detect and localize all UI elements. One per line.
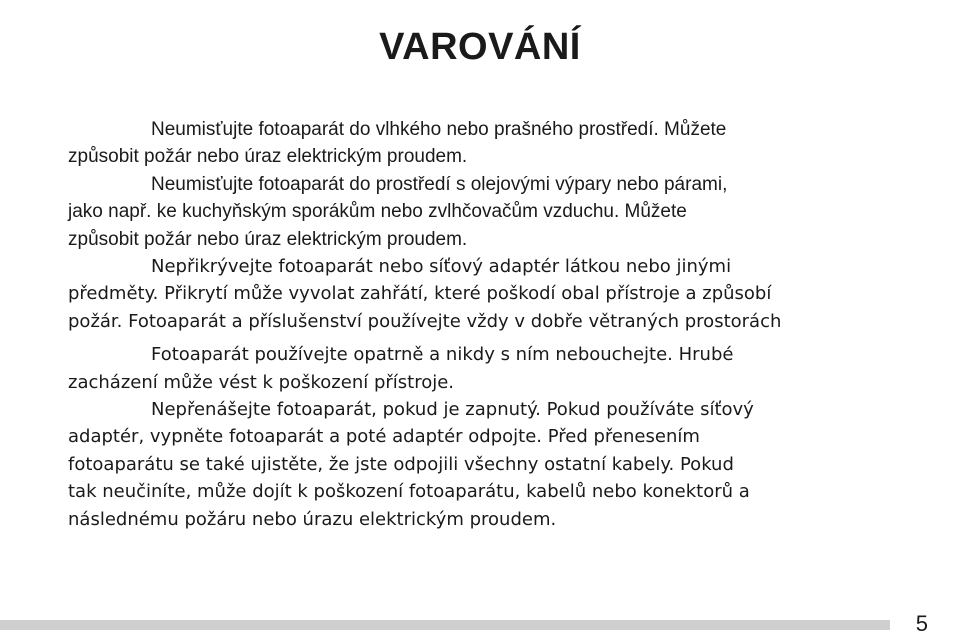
warning-text-body	[68, 116, 898, 533]
warning-paragraph-handling	[68, 341, 898, 396]
text-line: adaptér, vypněte fotoaparát a poté adaptér odpojte. Před přenesením	[68, 426, 700, 448]
text-line: fotoaparátu se také ujistěte, že jste odpojili všechny ostatní kabely. Pokud	[68, 453, 734, 475]
footer-bar	[0, 620, 890, 630]
text-line: Nepřenášejte fotoaparát, pokud je zapnutý. Pokud používáte síťový	[151, 399, 754, 421]
page-number: 5	[915, 611, 928, 636]
text-line: zacházení může vést k poškození přístroje.	[68, 371, 455, 393]
text-line: Nepřikrývejte fotoaparát nebo síťový adaptér látkou nebo jinými	[151, 256, 732, 278]
text-line: Fotoaparát používejte opatrně a nikdy s ním nebouchejte. Hrubé	[151, 344, 734, 366]
warning-paragraph-covering	[68, 253, 898, 335]
text-line: Neumisťujte fotoaparát do prostředí s olejovými výpary nebo párami,	[151, 173, 728, 195]
text-line: Neumisťujte fotoaparát do vlhkého nebo prašného prostředí. Můžete	[151, 119, 727, 140]
text-line: následnému požáru nebo úrazu elektrickým proudem.	[68, 508, 557, 530]
text-line: tak neučiníte, může dojít k poškození fotoaparátu, kabelů nebo konektorů a	[68, 481, 750, 503]
warning-paragraph-humidity	[68, 116, 898, 171]
text-line: způsobit požár nebo úraz elektrickým proudem.	[68, 146, 468, 168]
text-line: způsobit požár nebo úraz elektrickým proudem.	[68, 228, 468, 250]
text-line: požár. Fotoaparát a příslušenství používejte vždy v dobře větraných prostorách	[68, 310, 782, 332]
text-line: jako např. ke kuchyňským sporákům nebo zvlhčovačům vzduchu. Můžete	[68, 201, 687, 223]
text-line: předměty. Přikrytí může vyvolat zahřátí, které poškodí obal přístroje a způsobí	[68, 283, 772, 305]
warning-paragraph-transport	[68, 396, 898, 533]
warning-paragraph-oil-vapors	[68, 171, 898, 253]
page-title: VAROVÁNÍ	[379, 26, 581, 68]
